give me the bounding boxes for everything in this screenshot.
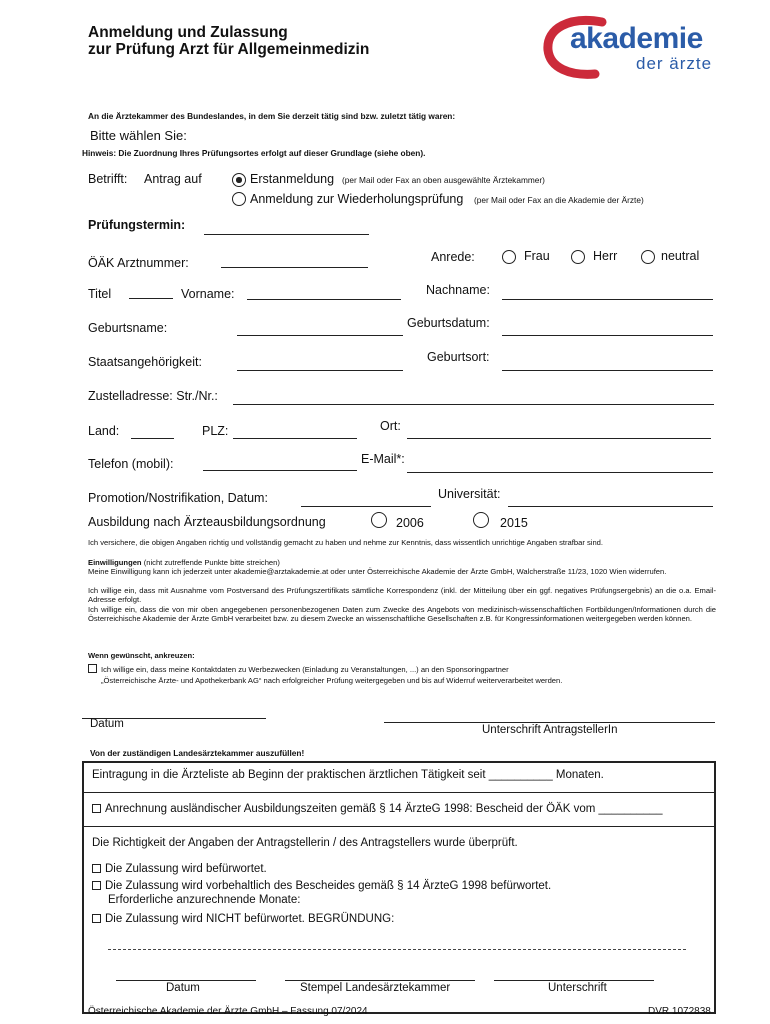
werbung-line-2: „Österreichische Ärzte- und Apothekerbank AG“ nach erfolgreicher Prüfung weitergegeben und bis auf Widerruf weiterverarbeitet werden.	[101, 676, 563, 685]
telefon-field[interactable]	[203, 470, 357, 471]
nicht-befuerwortet-row	[92, 913, 394, 925]
pruefungstermin-field[interactable]	[204, 234, 369, 235]
unterschrift-label: Unterschrift AntragstellerIn	[482, 724, 618, 736]
logo-main-text: akademie	[570, 22, 703, 55]
geburtsname-label: Geburtsname:	[88, 321, 168, 335]
befuerwortet-checkbox[interactable]	[92, 864, 101, 873]
footer-left: Österreichische Akademie der Ärzte GmbH – Fassung 07/2024	[88, 1006, 368, 1017]
promotion-label: Promotion/Nostrifikation, Datum:	[88, 491, 268, 505]
telefon-label: Telefon (mobil):	[88, 457, 174, 471]
frau-label: Frau	[524, 249, 550, 263]
intro-text: An die Ärztekammer des Bundeslandes, in dem Sie derzeit tätig sind bzw. zuletzt tätig waren:	[88, 111, 456, 121]
anrechnung-checkbox[interactable]	[92, 804, 101, 813]
erstanmeldung-label: Erstanmeldung	[250, 172, 335, 186]
einwilligung-widerruf: Meine Einwilligung kann ich jederzeit unter akademie@arztakademie.at oder unter Österreichische Akademie der Ärzte GmbH, Walcherstraße 11/23, 1020 Wien widerrufen.	[88, 567, 667, 576]
label-2006: 2006	[396, 516, 424, 530]
vorbehaltlich-checkbox[interactable]	[92, 881, 101, 890]
nachname-field[interactable]	[502, 299, 713, 300]
anrechnung-row	[92, 803, 662, 815]
einwilligung-daten: Ich willige ein, dass die von mir oben angegebenen personenbezogenen Daten zum Zwecke des Angebots von medizinisch-wissenschaftlichen Fortbildungen/Informationen durch die Österreichische Akademie der Ärzte GmbH verarbeitet bzw. zu diesem Zwecke an wissenschaftliche Gesellschaften z.B. für Kongressinformationen weitergegeben werden können.	[88, 605, 716, 624]
befuerwortet-text: Die Zulassung wird befürwortet.	[105, 863, 267, 875]
universitaet-field[interactable]	[508, 506, 713, 507]
label-2015: 2015	[500, 516, 528, 530]
ort-label: Ort:	[380, 419, 401, 433]
ort-field[interactable]	[407, 438, 711, 439]
einwilligungen-heading	[88, 558, 280, 567]
hint-text: Hinweis: Die Zuordnung Ihres Prüfungsortes erfolgt auf dieser Grundlage (siehe oben).	[82, 148, 426, 158]
nicht-befuerwortet-checkbox[interactable]	[92, 914, 101, 923]
kammer-unterschrift-line[interactable]	[494, 980, 654, 981]
kammer-datum-label: Datum	[166, 982, 200, 994]
vorname-label: Vorname:	[181, 287, 235, 301]
staatsang-field[interactable]	[237, 370, 403, 371]
werbung-checkbox[interactable]	[88, 664, 97, 673]
title-line-1: Anmeldung und Zulassung	[88, 24, 288, 41]
oeak-nr-field[interactable]	[221, 267, 368, 268]
anrede-label: Anrede:	[431, 250, 475, 264]
ausbildung-label: Ausbildung nach Ärzteausbildungsordnung	[88, 515, 326, 529]
versicherung-text: Ich versichere, die obigen Angaben richtig und vollständig gemacht zu haben und nehme zur Kenntnis, dass wissentlich unrichtige Angaben strafbar sind.	[88, 538, 604, 547]
titel-field[interactable]	[129, 298, 173, 299]
nachname-label: Nachname:	[426, 283, 490, 297]
optional-heading: Wenn gewünscht, ankreuzen:	[88, 651, 195, 660]
stempel-label: Stempel Landesärztekammer	[300, 982, 451, 994]
werbung-consent	[88, 664, 509, 674]
pruefungstermin-label: Prüfungstermin:	[88, 218, 186, 232]
antrag-label: Antrag auf	[144, 172, 202, 186]
land-label: Land:	[88, 424, 120, 438]
wiederholung-label: Anmeldung zur Wiederholungsprüfung	[250, 192, 464, 206]
geburtsdatum-field[interactable]	[502, 335, 713, 336]
chamber-select[interactable]: Bitte wählen Sie:	[90, 128, 187, 143]
einwilligungen-note: (nicht zutreffende Punkte bitte streichen)	[143, 558, 280, 567]
einwilligung-email: Ich willige ein, dass mit Ausnahme vom Postversand des Prüfungszertifikats sämtliche Korrespondenz (inkl. der Mitteilung über ein ggf. negatives Prüfungsergebnis) an die o.a. Email-Adresse erfolgt.	[88, 586, 716, 605]
einwilligungen-title: Einwilligungen	[88, 558, 142, 567]
kammer-heading: Von der zuständigen Landesärztekammer auszufüllen!	[90, 748, 305, 758]
land-field[interactable]	[131, 438, 174, 439]
kammer-separator-1	[82, 792, 716, 793]
geburtsort-field[interactable]	[502, 370, 713, 371]
radio-herr[interactable]	[571, 250, 585, 264]
radio-2006[interactable]	[371, 512, 387, 528]
geburtsname-field[interactable]	[237, 335, 403, 336]
vorbehaltlich-text: Die Zulassung wird vorbehaltlich des Bescheides gemäß § 14 ÄrzteG 1998 befürwortet.	[105, 880, 552, 892]
zustelladresse-field[interactable]	[233, 404, 714, 405]
datum-label: Datum	[90, 718, 124, 730]
vorname-field[interactable]	[247, 299, 401, 300]
geburtsort-label: Geburtsort:	[427, 350, 490, 364]
title-line-2: zur Prüfung Arzt für Allgemeinmedizin	[88, 41, 370, 58]
promotion-field[interactable]	[301, 506, 431, 507]
oeak-nr-label: ÖÄK Arztnummer:	[88, 256, 189, 270]
radio-frau[interactable]	[502, 250, 516, 264]
email-field[interactable]	[407, 472, 713, 473]
richtigkeit-text: Die Richtigkeit der Angaben der Antragstellerin / des Antragstellers wurde überprüft.	[92, 837, 518, 849]
zustelladresse-label: Zustelladresse: Str./Nr.:	[88, 389, 218, 403]
kammer-datum-line[interactable]	[116, 980, 256, 981]
plz-field[interactable]	[233, 438, 357, 439]
betrifft-label: Betrifft:	[88, 172, 128, 186]
academy-logo	[540, 14, 720, 80]
stempel-line[interactable]	[285, 980, 475, 981]
radio-2015[interactable]	[473, 512, 489, 528]
antragsteller-signature-line[interactable]	[384, 722, 715, 723]
radio-neutral[interactable]	[641, 250, 655, 264]
logo-sub-text: der ärzte	[636, 54, 713, 73]
kammer-unterschrift-label: Unterschrift	[548, 982, 607, 994]
begruendung-field[interactable]	[108, 949, 686, 950]
neutral-label: neutral	[661, 249, 700, 263]
footer-dvr: DVR 1072838	[648, 1006, 711, 1017]
anrechnung-text: Anrechnung ausländischer Ausbildungszeiten gemäß § 14 ÄrzteG 1998: Bescheid der ÖÄK vom __________	[105, 803, 663, 815]
anzurechnende-monate-text: Erforderliche anzurechnende Monate:	[108, 894, 301, 906]
herr-label: Herr	[593, 249, 618, 263]
geburtsdatum-label: Geburtsdatum:	[407, 316, 490, 330]
vorbehaltlich-row	[92, 880, 551, 892]
radio-erstanmeldung[interactable]	[232, 173, 246, 187]
plz-label: PLZ:	[202, 424, 229, 438]
nicht-befuerwortet-text: Die Zulassung wird NICHT befürwortet. BEGRÜNDUNG:	[105, 913, 395, 925]
befuerwortet-row	[92, 863, 267, 875]
wiederholung-note: (per Mail oder Fax an die Akademie der Ärzte)	[474, 195, 644, 205]
email-label: E-Mail*:	[361, 452, 405, 466]
erstanmeldung-note: (per Mail oder Fax an oben ausgewählte Ärztekammer)	[342, 175, 545, 185]
kammer-separator-2	[82, 826, 716, 827]
werbung-line-1: Ich willige ein, dass meine Kontaktdaten zu Werbezwecken (Einladung zu Veranstaltungen, ...) an den Sponsoringpartner	[101, 665, 509, 674]
eintragung-text: Eintragung in die Ärzteliste ab Beginn der praktischen ärztlichen Tätigkeit seit __________ Monaten.	[92, 769, 604, 781]
universitaet-label: Universität:	[438, 487, 501, 501]
titel-label: Titel	[88, 287, 112, 301]
radio-wiederholung[interactable]	[232, 192, 246, 206]
staatsang-label: Staatsangehörigkeit:	[88, 355, 202, 369]
